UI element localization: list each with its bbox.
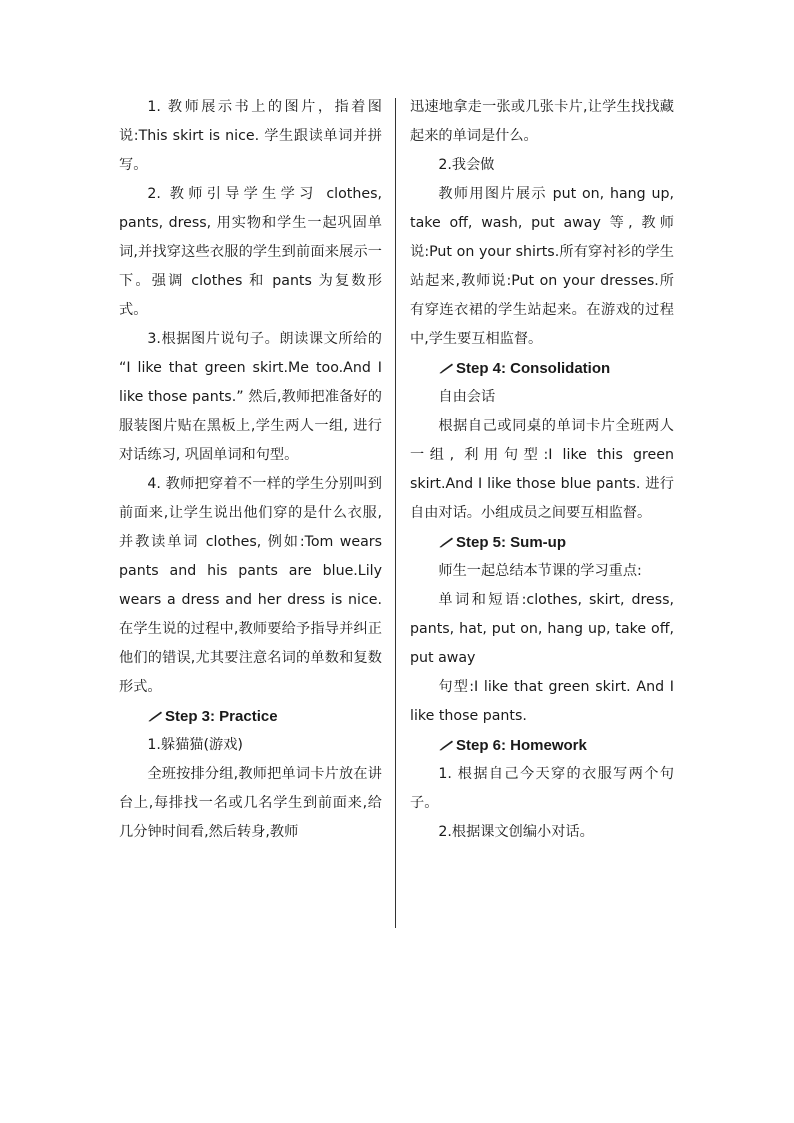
paragraph: 单词和短语:clothes, skirt, dress, pants, hat, put on, hang up, take off, put away bbox=[410, 592, 674, 666]
step-4-heading bbox=[438, 354, 674, 383]
quill-pen-icon bbox=[438, 362, 454, 374]
heading-text: Step 6: Homework bbox=[456, 737, 587, 754]
heading-text: Step 3: Practice bbox=[165, 708, 278, 725]
paragraph: 句型:I like that green skirt. And I like those pants. bbox=[410, 679, 674, 724]
step-3-heading bbox=[147, 702, 382, 731]
step-6-heading bbox=[438, 731, 674, 760]
paragraph: 2. 教师引导学生学习 clothes, pants, dress, 用实物和学生一起巩固单词,并找穿这些衣服的学生到前面来展示一下。强调 clothes 和 pants 为复数形式。 bbox=[119, 186, 382, 318]
paragraph: 1. 教师展示书上的图片，指着图说:This skirt is nice. 学生跟读单词并拼写。 bbox=[119, 99, 382, 173]
paragraph: 自由会话 bbox=[438, 389, 496, 405]
quill-pen-icon bbox=[147, 710, 163, 722]
left-column bbox=[119, 93, 382, 847]
paragraph: 4. 教师把穿着不一样的学生分别叫到前面来,让学生说出他们穿的是什么衣服,并教读单词 clothes, 例如:Tom wears pants and his pants are blue.Lily wears a dress and her dress is nice.在学生说的过程中,教师要给予指导并纠正他们的错误,尤其要注意名词的单数和复数形式。 bbox=[119, 476, 382, 695]
heading-text: Step 4: Consolidation bbox=[456, 360, 611, 377]
paragraph: 根据自己或同桌的单词卡片全班两人一组, 利用句型:I like this green skirt.And I like those blue pants. 进行自由对话。小组成员之间要互相监督。 bbox=[410, 418, 674, 521]
quill-pen-icon bbox=[438, 739, 454, 751]
paragraph: 2.根据课文创编小对话。 bbox=[438, 824, 594, 840]
paragraph: 教师用图片展示 put on, hang up, take off, wash, put away 等, 教师说:Put on your shirts.所有穿衬衫的学生站起来,教师说:Put on your dresses.所有穿连衣裙的学生站起来。在游戏的过程中,学生要互相监督。 bbox=[410, 186, 674, 347]
step-5-heading bbox=[438, 528, 674, 557]
paragraph: 迅速地拿走一张或几张卡片,让学生找找藏起来的单词是什么。 bbox=[410, 99, 674, 144]
paragraph: 1.躲猫猫(游戏) bbox=[147, 737, 243, 753]
heading-text: Step 5: Sum-up bbox=[456, 534, 567, 551]
paragraph: 3.根据图片说句子。朗读课文所给的 “I like that green skirt.Me too.And I like those pants.” 然后,教师把准备好的服装图片贴在黑板上,学生两人一组, 进行对话练习, 巩固单词和句型。 bbox=[119, 331, 382, 463]
right-column bbox=[410, 93, 674, 847]
column-divider bbox=[395, 98, 396, 928]
paragraph: 全班按排分组,教师把单词卡片放在讲台上,每排找一名或几名学生到前面来,给几分钟时间看,然后转身,教师 bbox=[119, 766, 382, 840]
quill-pen-icon bbox=[438, 536, 454, 548]
paragraph: 2.我会做 bbox=[438, 157, 495, 173]
paragraph: 1. 根据自己今天穿的衣服写两个句子。 bbox=[410, 766, 674, 811]
paragraph: 师生一起总结本节课的学习重点: bbox=[438, 563, 642, 579]
